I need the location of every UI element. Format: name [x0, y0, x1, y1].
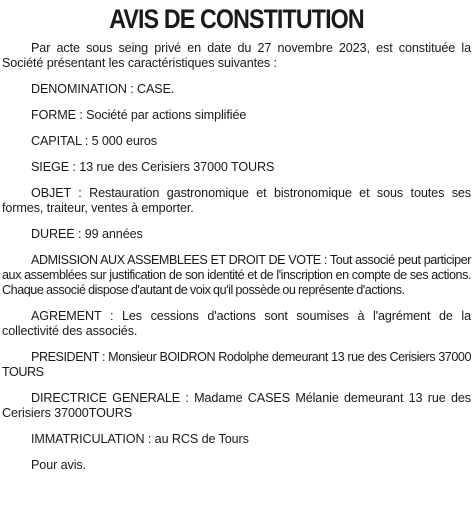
- immatriculation-paragraph: IMMATRICULATION : au RCS de Tours: [31, 432, 249, 446]
- directrice-paragraph: DIRECTRICE GENERALE : Madame CASES Mélanie demeurant 13 rue des Cerisiers 37000TOURS: [2, 391, 471, 420]
- notice-title: AVIS DE CONSTITUTION: [109, 4, 364, 34]
- closing-paragraph: Pour avis.: [31, 458, 86, 472]
- forme-paragraph: FORME : Société par actions simplifiée: [31, 108, 247, 122]
- intro-paragraph: Par acte sous seing privé en date du 27 novembre 2023, est constituée la Société présentant les caractéristiques suivantes :: [2, 41, 471, 70]
- denomination-paragraph: DENOMINATION : CASE.: [31, 82, 175, 96]
- president-paragraph: PRESIDENT : Monsieur BOIDRON Rodolphe demeurant 13 rue des Cerisiers 37000 TOURS: [2, 350, 471, 379]
- admission-paragraph: ADMISSION AUX ASSEMBLEES ET DROIT DE VOTE : Tout associé peut participer aux assemblées sur justification de son identité et de l'inscription en compte de ses actions. Chaque associé dispose d'autant de voix qu'il possède ou représente d'actions.: [2, 253, 471, 297]
- agrement-paragraph: AGREMENT : Les cessions d'actions sont soumises à l'agrément de la collectivité des associés.: [2, 309, 471, 338]
- duree-paragraph: DUREE : 99 années: [31, 227, 143, 241]
- capital-paragraph: CAPITAL : 5 000 euros: [31, 134, 158, 148]
- siege-paragraph: SIEGE : 13 rue des Cerisiers 37000 TOURS: [31, 160, 275, 174]
- objet-paragraph: OBJET : Restauration gastronomique et bistronomique et sous toutes ses formes, traiteur, ventes à emporter.: [2, 186, 471, 215]
